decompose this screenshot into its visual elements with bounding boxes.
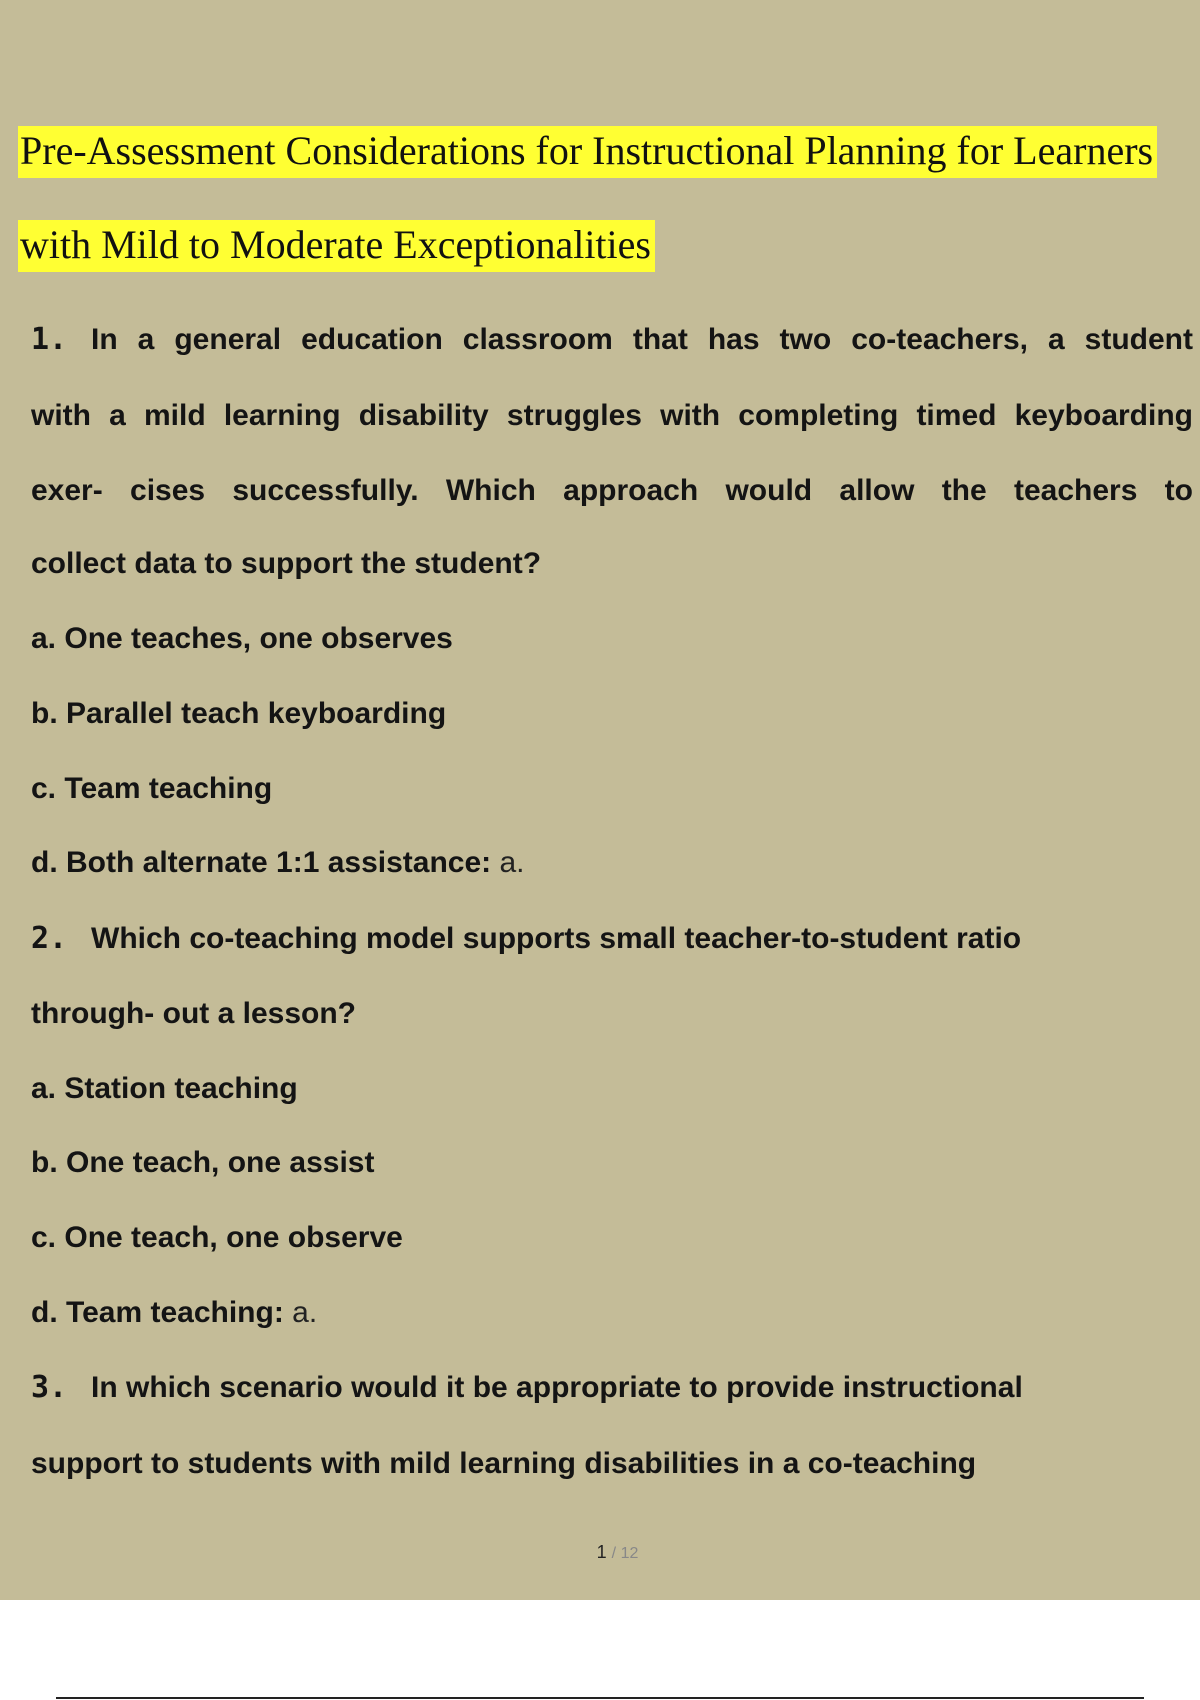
question-1-line-1: 1. In a general education classroom that has two co-teachers, a student xyxy=(31,322,1193,357)
question-2-answer: a. xyxy=(292,1296,318,1329)
question-1-line-2: with a mild learning disability struggles with completing timed keyboarding xyxy=(31,399,1193,432)
question-2-line-2: through- out a lesson? xyxy=(31,997,356,1030)
question-2-line-1: 2. Which co-teaching model supports small teacher-to-student ratio xyxy=(31,921,1022,956)
question-2-option-a: a. Station teaching xyxy=(31,1072,298,1105)
question-2-option-b: b. One teach, one assist xyxy=(31,1146,375,1179)
next-page-divider xyxy=(56,1697,1144,1699)
question-2-number: 2. xyxy=(31,921,68,956)
question-1-number: 1. xyxy=(31,322,68,357)
page-indicator xyxy=(0,1542,1200,1563)
question-1-line-3: exer- cises successfully. Which approach would allow the teachers to xyxy=(31,474,1193,507)
page-current: 1 xyxy=(596,1542,607,1562)
question-1-option-c: c. Team teaching xyxy=(31,772,273,805)
question-3-number: 3. xyxy=(31,1370,68,1405)
question-1-line-4: collect data to support the student? xyxy=(31,547,542,580)
question-1-option-d: d. Both alternate 1:1 assistance: a. xyxy=(31,846,525,879)
page-total: / 12 xyxy=(611,1545,639,1562)
document-title-line-2: with Mild to Moderate Exceptionalities xyxy=(18,220,655,272)
question-1-option-b: b. Parallel teach keyboarding xyxy=(31,697,447,730)
question-2-option-c: c. One teach, one observe xyxy=(31,1221,403,1254)
document-title-line-1: Pre-Assessment Considerations for Instructional Planning for Learners xyxy=(18,126,1157,178)
question-1-option-a: a. One teaches, one observes xyxy=(31,622,453,655)
question-2-option-d: d. Team teaching: a. xyxy=(31,1296,318,1329)
question-3-line-1: 3. In which scenario would it be appropriate to provide instructional xyxy=(31,1370,1023,1405)
question-1-answer: a. xyxy=(499,846,525,879)
question-3-line-2: support to students with mild learning disabilities in a co-teaching xyxy=(31,1447,977,1480)
